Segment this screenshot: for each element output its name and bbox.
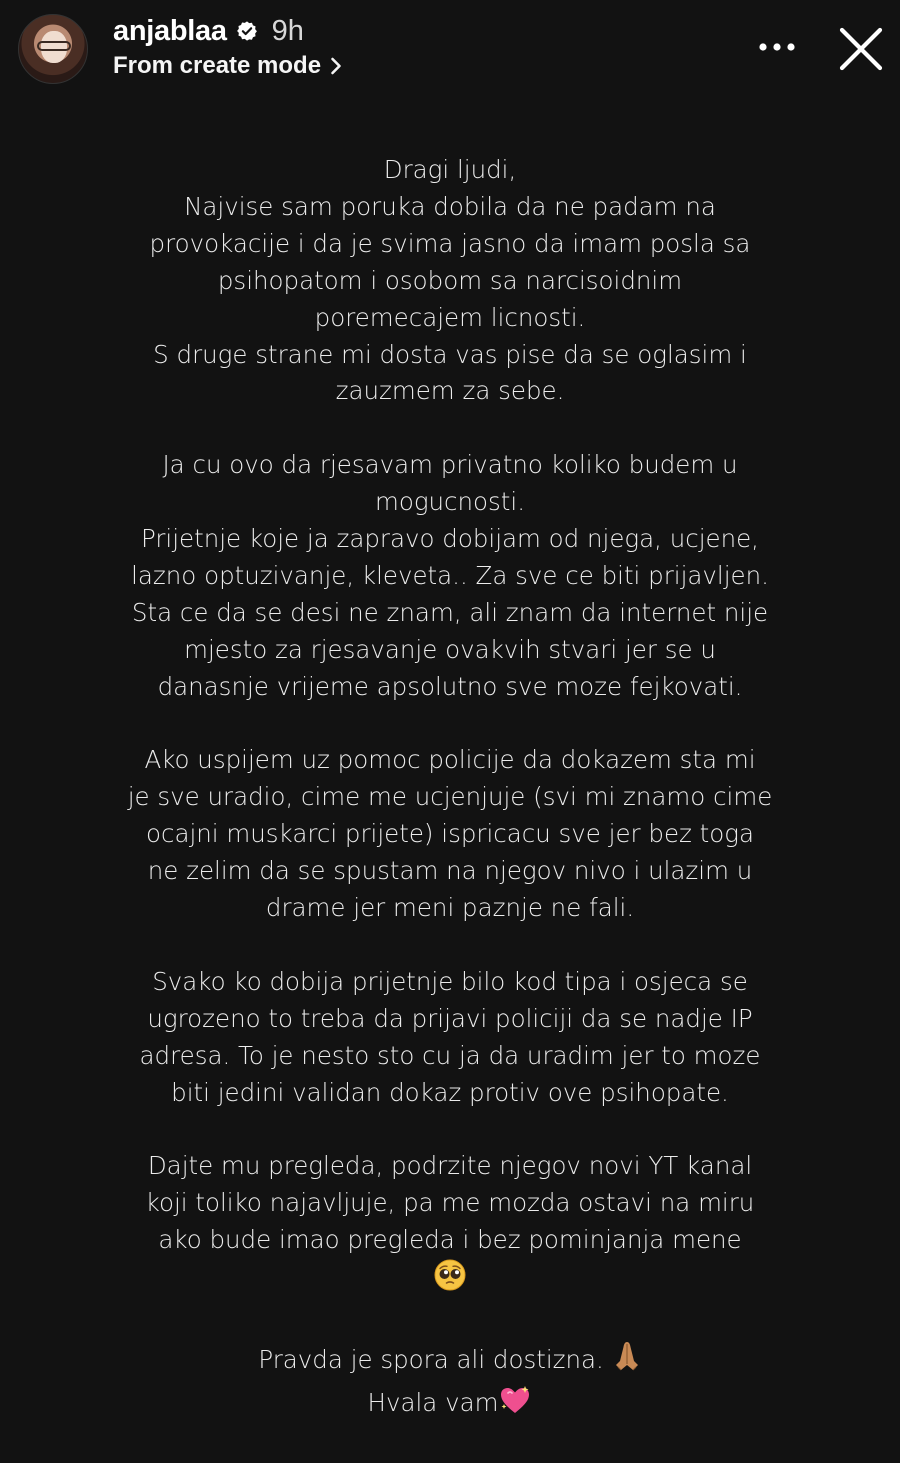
story-line: Najvise sam poruka dobila da ne padam na <box>184 191 716 221</box>
story-line: koji toliko najavljuje, pa me mozda ostavi na miru <box>145 1188 755 1218</box>
paragraph-gap <box>110 1112 790 1149</box>
chevron-right-icon <box>330 57 342 75</box>
story-line: Prijetnje koje ja zapravo dobijam od njega, ucjene, <box>141 524 759 554</box>
create-mode-label: From create mode <box>113 52 322 79</box>
pleading-face-emoji <box>434 1259 466 1302</box>
story-line: Dajte mu pregleda, podrzite njegov novi YT kanal <box>147 1151 753 1181</box>
story-line: provokacije i da je svima jasno da imam posla sa <box>149 228 751 258</box>
story-line: ne zelim da se spustam na njegov nivo i ulazim u <box>147 856 753 886</box>
close-icon <box>838 26 884 72</box>
story-line: je sve uradio, cime me ucjenjuje (svi mi znamo cime <box>127 782 773 812</box>
story-line: Dragi ljudi, <box>383 155 517 184</box>
username[interactable]: anjablaa <box>113 14 227 47</box>
paragraph-gap <box>110 1302 790 1339</box>
story-line: Ja cu ovo da rjesavam privatno koliko budem u <box>162 450 738 480</box>
paragraph-gap <box>110 706 790 743</box>
story-line: mjesto za rjesavanje ovakvih stvari jer se u <box>184 634 716 664</box>
story-line: psihopatom i osobom sa narcisoidnim <box>217 265 683 295</box>
sparkling-heart-emoji <box>498 1384 532 1427</box>
story-line: lazno optuzivanje, kleveta.. Za sve ce biti prijavljen. <box>131 560 769 590</box>
story-line: S druge strane mi dosta vas pise da se oglasim i <box>153 339 747 369</box>
story-line: Sta ce da se desi ne znam, ali znam da internet nije <box>131 597 769 627</box>
verified-badge-icon <box>236 20 258 42</box>
avatar[interactable] <box>18 14 88 84</box>
story-line: Svako ko dobija prijetnje bilo kod tipa i osjeca se <box>152 966 748 996</box>
story-line: danasnje vrijeme apsolutno sve moze fejkovati. <box>157 671 743 701</box>
paragraph-gap <box>110 410 790 447</box>
story-text-block <box>110 152 790 1427</box>
story-line: Hvala vam <box>367 1387 499 1417</box>
more-options-button[interactable] <box>752 30 802 64</box>
story-line: zauzmem za sebe. <box>335 376 565 406</box>
avatar-glasses <box>37 41 71 51</box>
story-line: adresa. To je nesto sto cu ja da uradim jer to moze <box>139 1040 761 1070</box>
story-line-with-emoji <box>110 1339 790 1384</box>
create-mode-link[interactable] <box>113 50 342 82</box>
more-dots-icon <box>757 42 797 52</box>
story-line: ako bude imao pregleda i bez pominjanja mene <box>158 1225 742 1255</box>
story-line: mogucnosti. <box>374 487 526 517</box>
story-line: ocajni muskarci prijete) ispricacu sve jer bez toga <box>146 819 754 849</box>
story-line: Pravda je spora ali dostizna. <box>258 1344 604 1374</box>
story-header <box>0 0 900 100</box>
user-line <box>113 12 304 50</box>
emoji-line <box>110 1259 790 1302</box>
story-line: ugrozeno to treba da prijavi policiji da se nadje IP <box>147 1003 753 1033</box>
story-line-with-emoji <box>110 1384 790 1427</box>
story-line: Ako uspijem uz pomoc policije da dokazem sta mi <box>144 745 756 775</box>
folded-hands-emoji <box>612 1339 642 1384</box>
story-line: biti jedini validan dokaz protiv ove psihopate. <box>171 1077 729 1107</box>
post-time: 9h <box>271 14 304 47</box>
story-line: drame jer meni paznje ne fali. <box>265 893 635 923</box>
close-button[interactable] <box>834 22 888 76</box>
story-line: poremecajem licnosti. <box>314 302 586 332</box>
paragraph-gap <box>110 927 790 964</box>
